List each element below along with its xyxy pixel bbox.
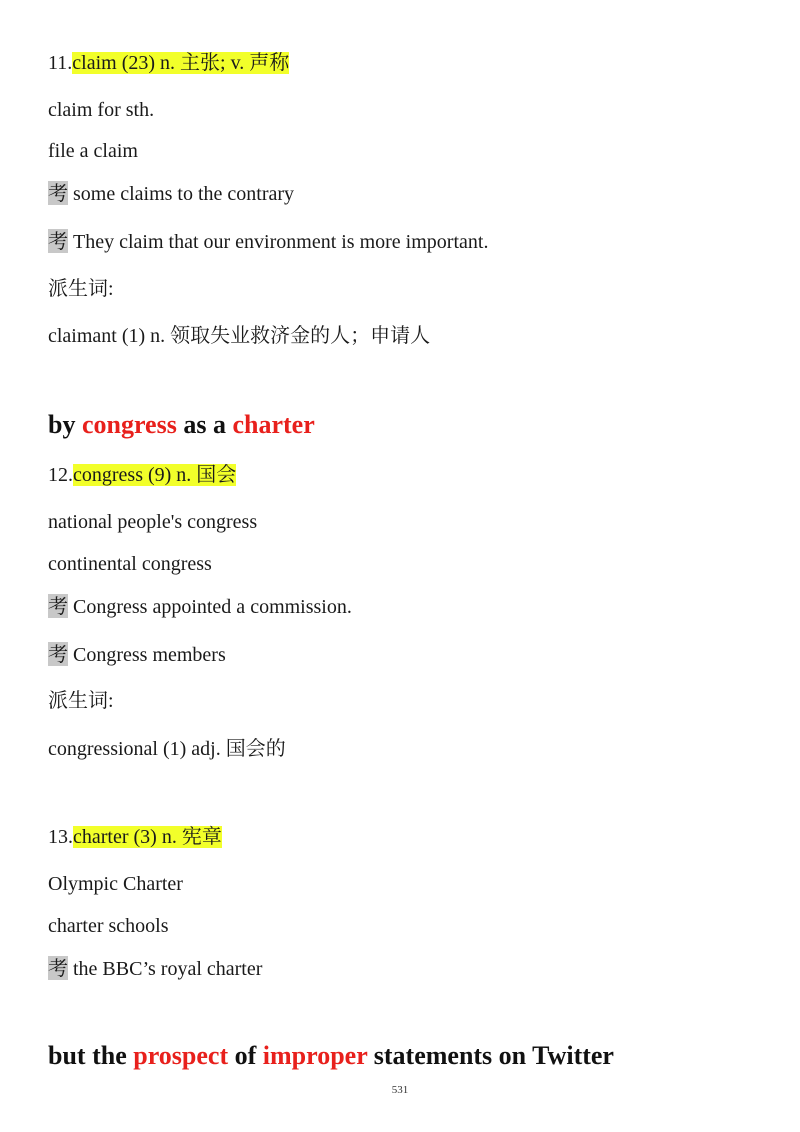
exam-mark-icon: 考	[48, 181, 68, 205]
keyword: prospect	[133, 1041, 229, 1070]
sentence-text: by	[48, 410, 82, 439]
example-line	[48, 180, 294, 207]
exam-mark-icon: 考	[48, 956, 68, 980]
entry-headword: charter (3) n. 宪章	[73, 826, 222, 848]
example-text: Congress members	[73, 644, 226, 666]
keyword: charter	[232, 410, 315, 439]
phrase: national people's congress	[48, 511, 258, 533]
entry-headword: congress (9) n. 国会	[73, 464, 237, 486]
entry-11-title	[48, 50, 289, 76]
entry-number: 12.	[48, 464, 73, 486]
exam-mark-icon: 考	[48, 594, 68, 618]
entry-12-title	[48, 462, 236, 488]
sentence-text: of	[228, 1041, 263, 1070]
example-text: They claim that our environment is more important.	[73, 231, 489, 253]
derived-word: congressional (1) adj. 国会的	[48, 738, 286, 760]
derived-label: 派生词:	[48, 278, 114, 300]
page-number: 531	[391, 1084, 409, 1096]
example-line	[48, 228, 488, 255]
entry-number: 13.	[48, 826, 73, 848]
phrase: continental congress	[48, 553, 212, 575]
derived-word: claimant (1) n. 领取失业救济金的人；申请人	[48, 325, 431, 347]
sentence-text: but the	[48, 1041, 134, 1070]
entry-headword: claim (23) n. 主张; v. 声称	[72, 52, 290, 74]
example-text: some claims to the contrary	[73, 183, 295, 205]
example-text: Congress appointed a commission.	[73, 596, 352, 618]
sentence-heading	[48, 410, 315, 440]
keyword: improper	[262, 1041, 368, 1070]
phrase: file a claim	[48, 140, 138, 162]
exam-mark-icon: 考	[48, 229, 68, 253]
phrase: claim for sth.	[48, 99, 155, 121]
example-line	[48, 955, 262, 982]
sentence-text: as a	[176, 410, 233, 439]
example-text: the BBC’s royal charter	[73, 958, 263, 980]
example-line	[48, 641, 226, 668]
example-line	[48, 593, 352, 620]
entry-13-title	[48, 824, 222, 850]
sentence-heading	[48, 1041, 614, 1071]
derived-label: 派生词:	[48, 690, 114, 712]
entry-number: 11.	[48, 52, 73, 74]
phrase: Olympic Charter	[48, 873, 183, 895]
phrase: charter schools	[48, 915, 169, 937]
sentence-text: statements on Twitter	[367, 1041, 614, 1070]
exam-mark-icon: 考	[48, 642, 68, 666]
keyword: congress	[81, 410, 177, 439]
